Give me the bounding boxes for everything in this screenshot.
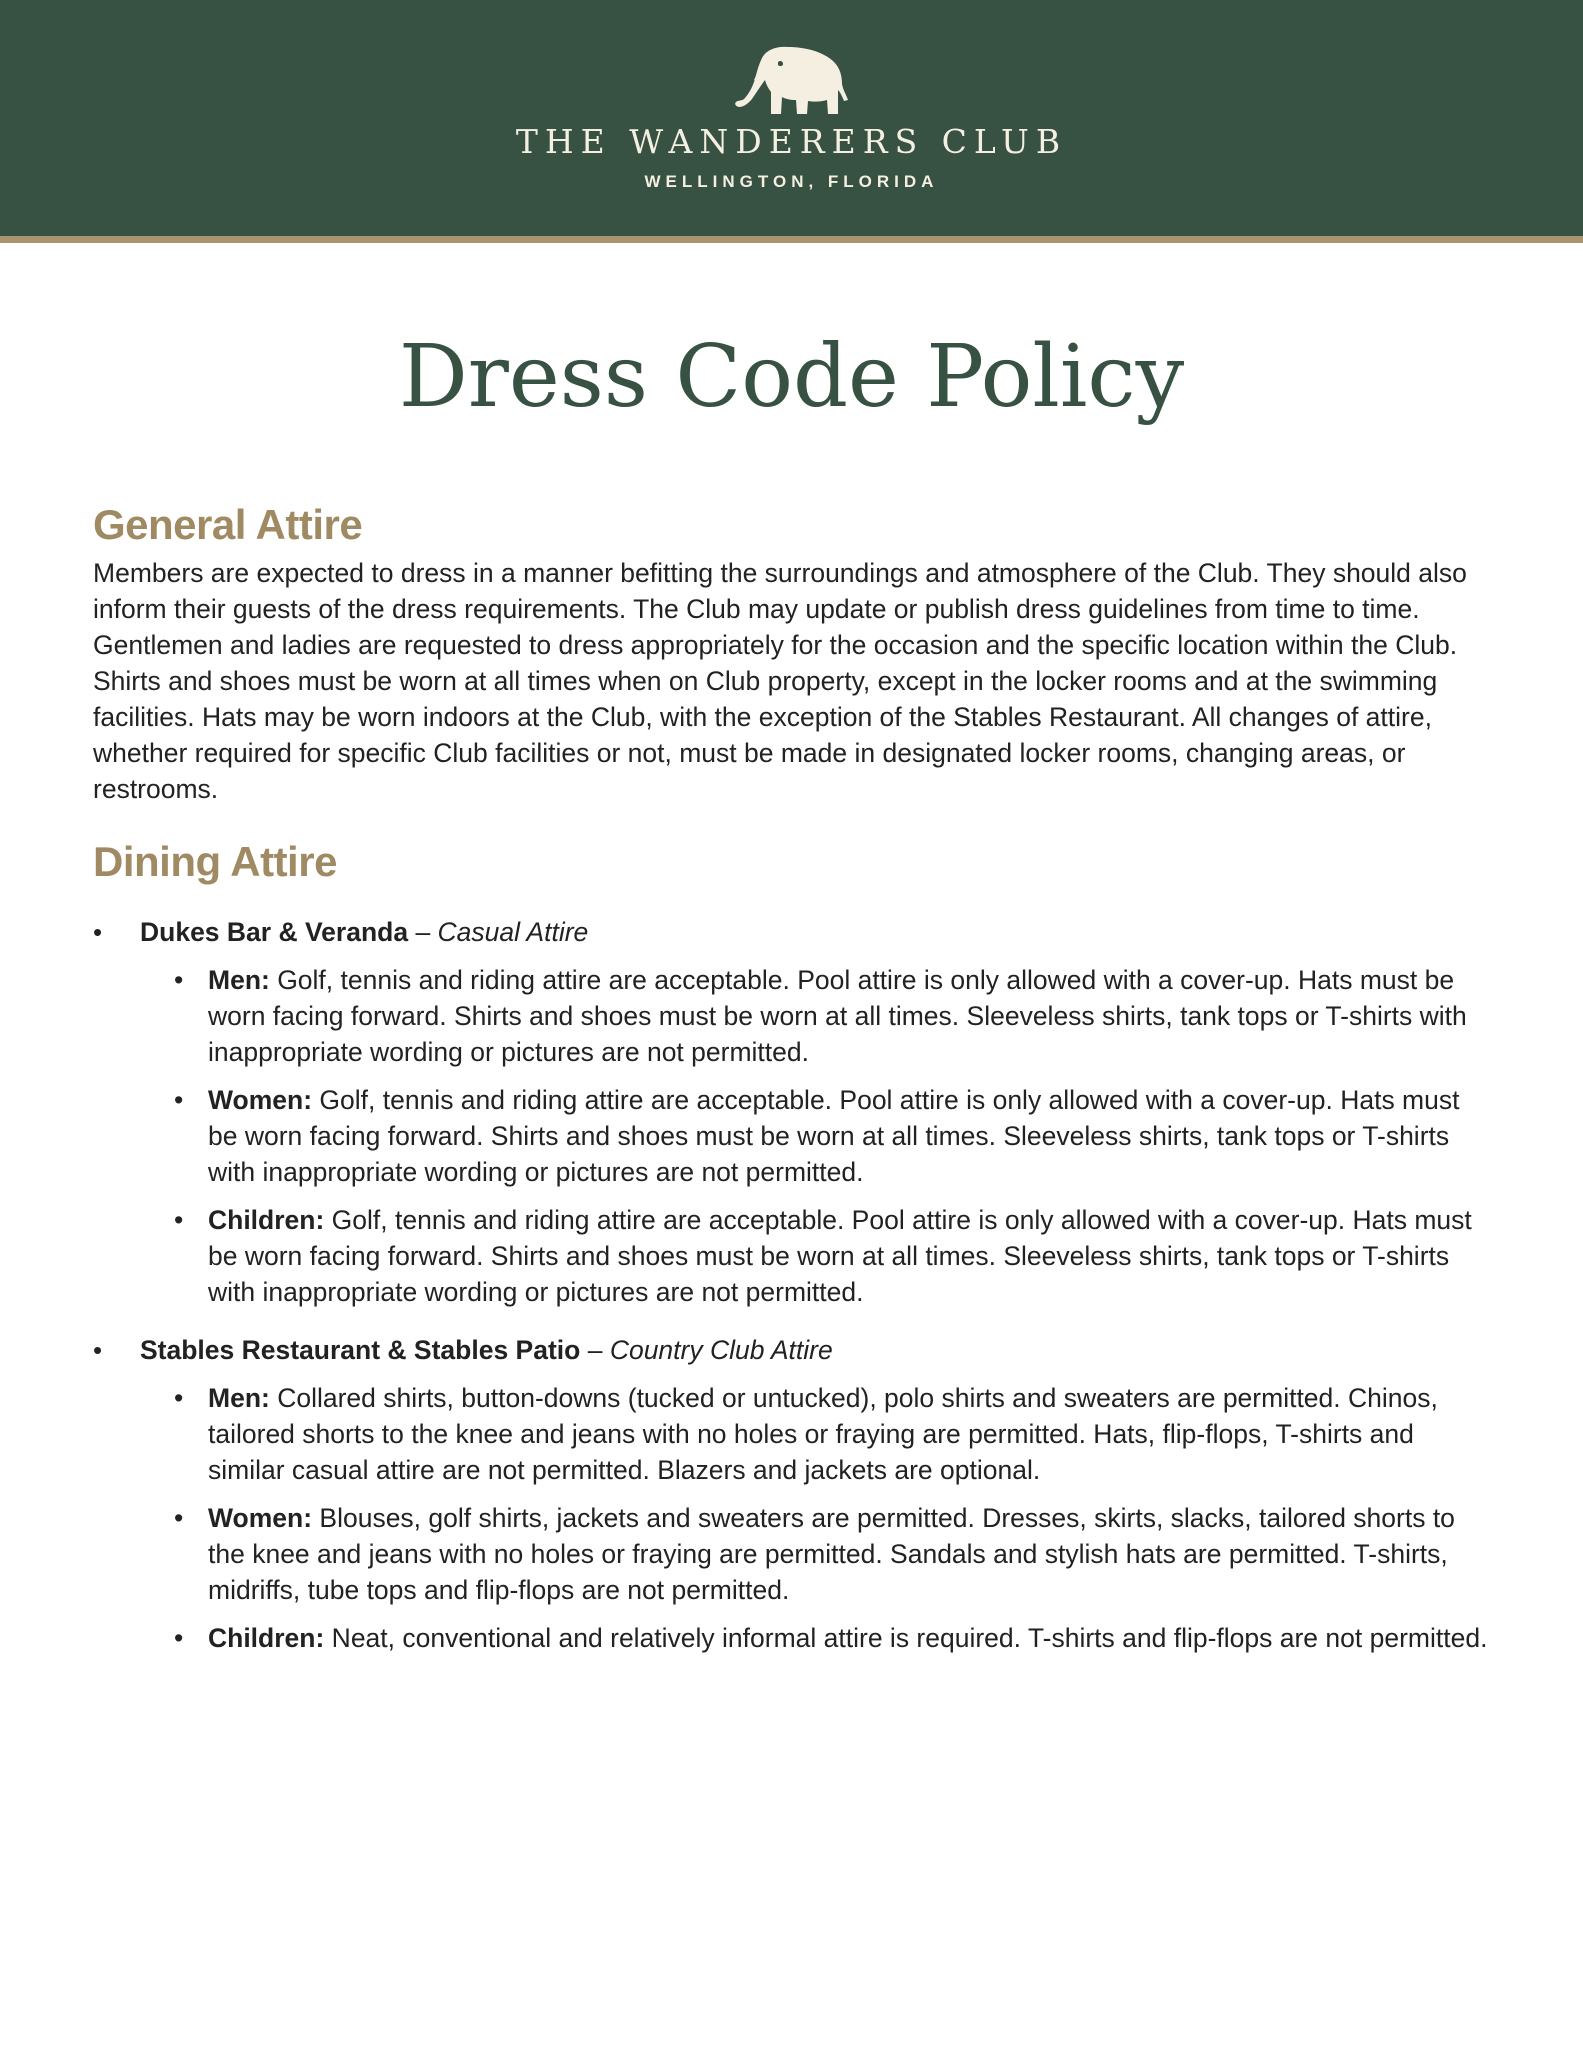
club-name: THE WANDERERS CLUB [515,122,1068,161]
rule-text: Golf, tennis and riding attire are acceptable. Pool attire is only allowed with a cover-up. Hats must be worn facing forward. Shirts and shoes must be worn at all times. Sleeveless shirts, tank tops or T-shirts with inappropriate wording or pictures are not permitted. [208,1205,1472,1307]
page-title: Dress Code Policy [398,327,1185,427]
bullet-icon: • [174,1383,184,1413]
venue-separator: – [580,1335,610,1365]
rule-list [140,1380,1493,1656]
rule-item-women [174,1500,1493,1608]
dining-attire-heading: Dining Attire [93,838,337,885]
venue-attire-type: Country Club Attire [609,1335,833,1365]
club-location: WELLINGTON, FLORIDA [644,172,939,191]
rule-item-men [174,1380,1493,1488]
venue-attire-type: Casual Attire [437,917,589,947]
venue-item-stables [93,1332,1493,1656]
header-band [0,0,1583,236]
bullet-icon: • [174,1205,184,1235]
header-divider [0,236,1583,243]
rule-item-children [174,1202,1493,1310]
bullet-icon: • [93,1335,103,1365]
bullet-icon: • [93,917,103,947]
rule-label: Women: [208,1503,313,1533]
bullet-icon: • [174,1623,184,1653]
bullet-icon: • [174,1085,184,1115]
rule-list [140,962,1493,1310]
venue-heading [140,914,1493,950]
rule-item-men [174,962,1493,1070]
venue-heading [140,1332,1493,1368]
general-attire-paragraph: Members are expected to dress in a manner befitting the surroundings and atmosphere of the Club. They should also inform their guests of the dress requirements. The Club may update or publish dress guidelines from time to time. Gentlemen and ladies are requested to dress appropriately for the occasion and the specific location within the Club. Shirts and shoes must be worn at all times when on Club property, except in the locker rooms and at the swimming facilities. Hats may be worn indoors at the Club, with the exception of the Stables Restaurant. All changes of attire, whether required for specific Club facilities or not, must be made in designated locker rooms, changing areas, or restrooms. [93,558,1467,804]
general-attire-heading: General Attire [93,501,363,548]
venue-list [93,914,1493,1656]
rule-text: Golf, tennis and riding attire are acceptable. Pool attire is only allowed with a cover-up. Hats must be worn facing forward. Shirts and shoes must be worn at all times. Sleeveless shirts, tank tops or T-shirts with inappropriate wording or pictures are not permitted. [208,1085,1460,1187]
venue-name: Stables Restaurant & Stables Patio [140,1335,581,1365]
rule-label: Children: [208,1623,325,1653]
rule-label: Children: [208,1205,325,1235]
rule-label: Men: [208,1383,270,1413]
venue-separator: – [408,917,438,947]
rule-text: Blouses, golf shirts, jackets and sweaters are permitted. Dresses, skirts, slacks, tailored shorts to the knee and jeans with no holes or fraying are permitted. Sandals and stylish hats are permitted. T-shirts, midriffs, tube tops and flip-flops are not permitted. [208,1503,1455,1605]
rule-label: Men: [208,965,270,995]
rule-text: Collared shirts, button-downs (tucked or untucked), polo shirts and sweaters are permitted. Chinos, tailored shorts to the knee and jeans with no holes or fraying are permitted. Hats, flip-flops, T-shirts and similar casual attire are not permitted. Blazers and jackets are optional. [208,1383,1438,1485]
bullet-icon: • [174,1503,184,1533]
rule-item-children [174,1620,1493,1656]
rule-item-women [174,1082,1493,1190]
rule-text: Neat, conventional and relatively informal attire is required. T-shirts and flip-flops are not permitted. [324,1623,1488,1653]
rule-text: Golf, tennis and riding attire are acceptable. Pool attire is only allowed with a cover-up. Hats must be worn facing forward. Shirts and shoes must be worn at all times. Sleeveless shirts, tank tops or T-shirts with inappropriate wording or pictures are not permitted. [208,965,1467,1067]
policy-content [93,495,1493,1678]
venue-name: Dukes Bar & Veranda [140,917,409,947]
elephant-icon [732,44,852,122]
venue-item-dukes-bar [93,914,1493,1310]
rule-label: Women: [208,1085,313,1115]
bullet-icon: • [174,965,184,995]
